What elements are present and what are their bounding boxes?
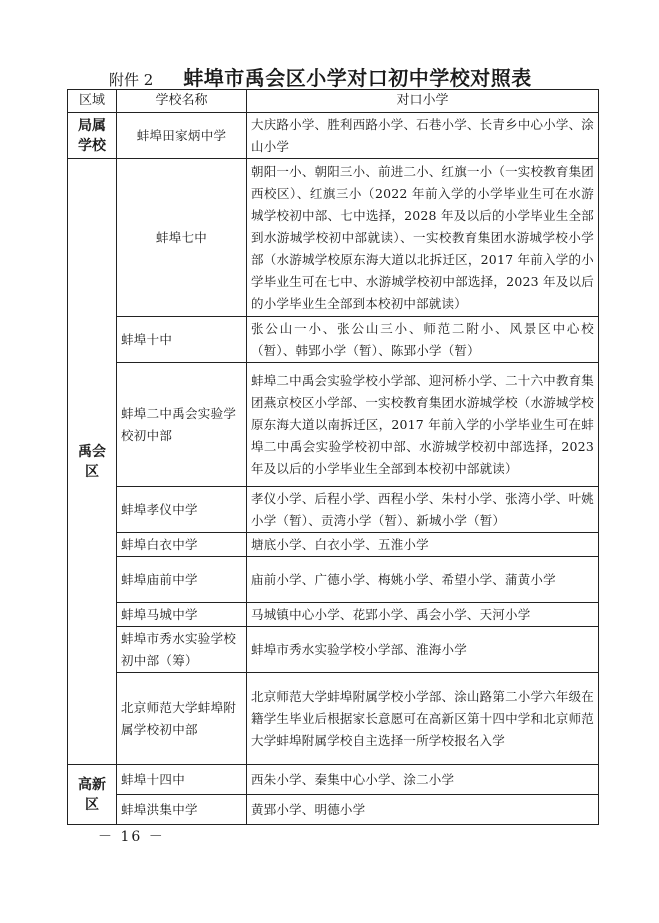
school-name-cell: 蚌埠市秀水实验学校初中部（筹）	[117, 627, 247, 673]
primary-schools-cell: 朝阳一小、朝阳三小、前进二小、红旗一小（一实校教育集团西校区）、红旗三小（2022 年前入学的小学毕业生可在水游城学校初中部、七中选择，2028 年及以后的小学毕业生全部到水游城学校初中部就读）、一实校教育集团水游城学校小学部（水游城学校原东海大道以北拆迁区，2017 年前入学的小学毕业生可在七中、水游城学校初中部选择，2023 年及以后的小学毕业生全部到本校初中部就读）	[247, 159, 599, 317]
header-school-name: 学校名称	[117, 90, 247, 113]
primary-schools-cell: 黄郢小学、明德小学	[247, 795, 599, 825]
school-name-cell: 蚌埠七中	[117, 159, 247, 317]
primary-schools-cell: 大庆路小学、胜利西路小学、石巷小学、长青乡中心小学、涂山小学	[247, 113, 599, 159]
table-row	[68, 317, 599, 363]
table-row	[68, 603, 599, 627]
header-district: 区域	[68, 90, 117, 113]
school-name-cell: 蚌埠马城中学	[117, 603, 247, 627]
school-name-cell: 蚌埠田家炳中学	[117, 113, 247, 159]
page-number: － 16 －	[98, 829, 165, 845]
table-row	[68, 159, 599, 317]
school-name-cell: 蚌埠二中禹会实验学校初中部	[117, 363, 247, 487]
title-row	[72, 62, 612, 92]
header-primary-schools: 对口小学	[247, 90, 599, 113]
school-mapping-table	[67, 89, 599, 825]
district-cell-yuhui	[68, 159, 117, 765]
primary-schools-cell: 张公山一小、张公山三小、师范二附小、风景区中心校（暂）、韩郢小学（暂）、陈郢小学（暂）	[247, 317, 599, 363]
table-row	[68, 627, 599, 673]
primary-schools-cell: 蚌埠市秀水实验学校小学部、淮海小学	[247, 627, 599, 673]
primary-schools-cell: 塘底小学、白衣小学、五淮小学	[247, 533, 599, 557]
school-name-cell: 北京师范大学蚌埠附属学校初中部	[117, 673, 247, 765]
table-row	[68, 533, 599, 557]
school-name-cell: 蚌埠十四中	[117, 765, 247, 795]
table-row	[68, 487, 599, 533]
school-name-cell: 蚌埠十中	[117, 317, 247, 363]
table-row	[68, 113, 599, 159]
table-row	[68, 673, 599, 765]
table-header-row	[68, 90, 599, 113]
district-label: 禹会 区	[78, 443, 106, 480]
district-cell-bureau	[68, 113, 117, 159]
attachment-label: 附件 2	[109, 71, 154, 89]
school-name-cell: 蚌埠洪集中学	[117, 795, 247, 825]
primary-schools-cell: 马城镇中心小学、花郢小学、禹会小学、天河小学	[247, 603, 599, 627]
page-title: 蚌埠市禹会区小学对口初中学校对照表	[183, 66, 532, 90]
district-label: 高新 区	[78, 776, 106, 813]
table-row	[68, 363, 599, 487]
table-row	[68, 795, 599, 825]
primary-schools-cell: 孝仪小学、后程小学、西程小学、朱村小学、张湾小学、叶姚小学（暂）、贡湾小学（暂）、新城小学（暂）	[247, 487, 599, 533]
primary-schools-cell: 北京师范大学蚌埠附属学校小学部、涂山路第二小学六年级在籍学生毕业后根据家长意愿可在高新区第十四中学和北京师范大学蚌埠附属学校自主选择一所学校报名入学	[247, 673, 599, 765]
table-row	[68, 557, 599, 603]
primary-schools-cell: 西朱小学、秦集中心小学、涂二小学	[247, 765, 599, 795]
table-row	[68, 765, 599, 795]
district-label: 局属 学校	[78, 117, 106, 154]
primary-schools-cell: 蚌埠二中禹会实验学校小学部、迎河桥小学、二十六中教育集团燕京校区小学部、一实校教育集团水游城学校（水游城学校原东海大道以南拆迁区，2017 年前入学的小学毕业生可在蚌埠二中禹会实验学校初中部、水游城学校初中部选择，2023 年及以后的小学毕业生全部到本校初中部就读）	[247, 363, 599, 487]
district-cell-gaoxin	[68, 765, 117, 825]
school-name-cell: 蚌埠庙前中学	[117, 557, 247, 603]
school-name-cell: 蚌埠白衣中学	[117, 533, 247, 557]
school-name-cell: 蚌埠孝仪中学	[117, 487, 247, 533]
primary-schools-cell: 庙前小学、广德小学、梅姚小学、希望小学、蒲黄小学	[247, 557, 599, 603]
